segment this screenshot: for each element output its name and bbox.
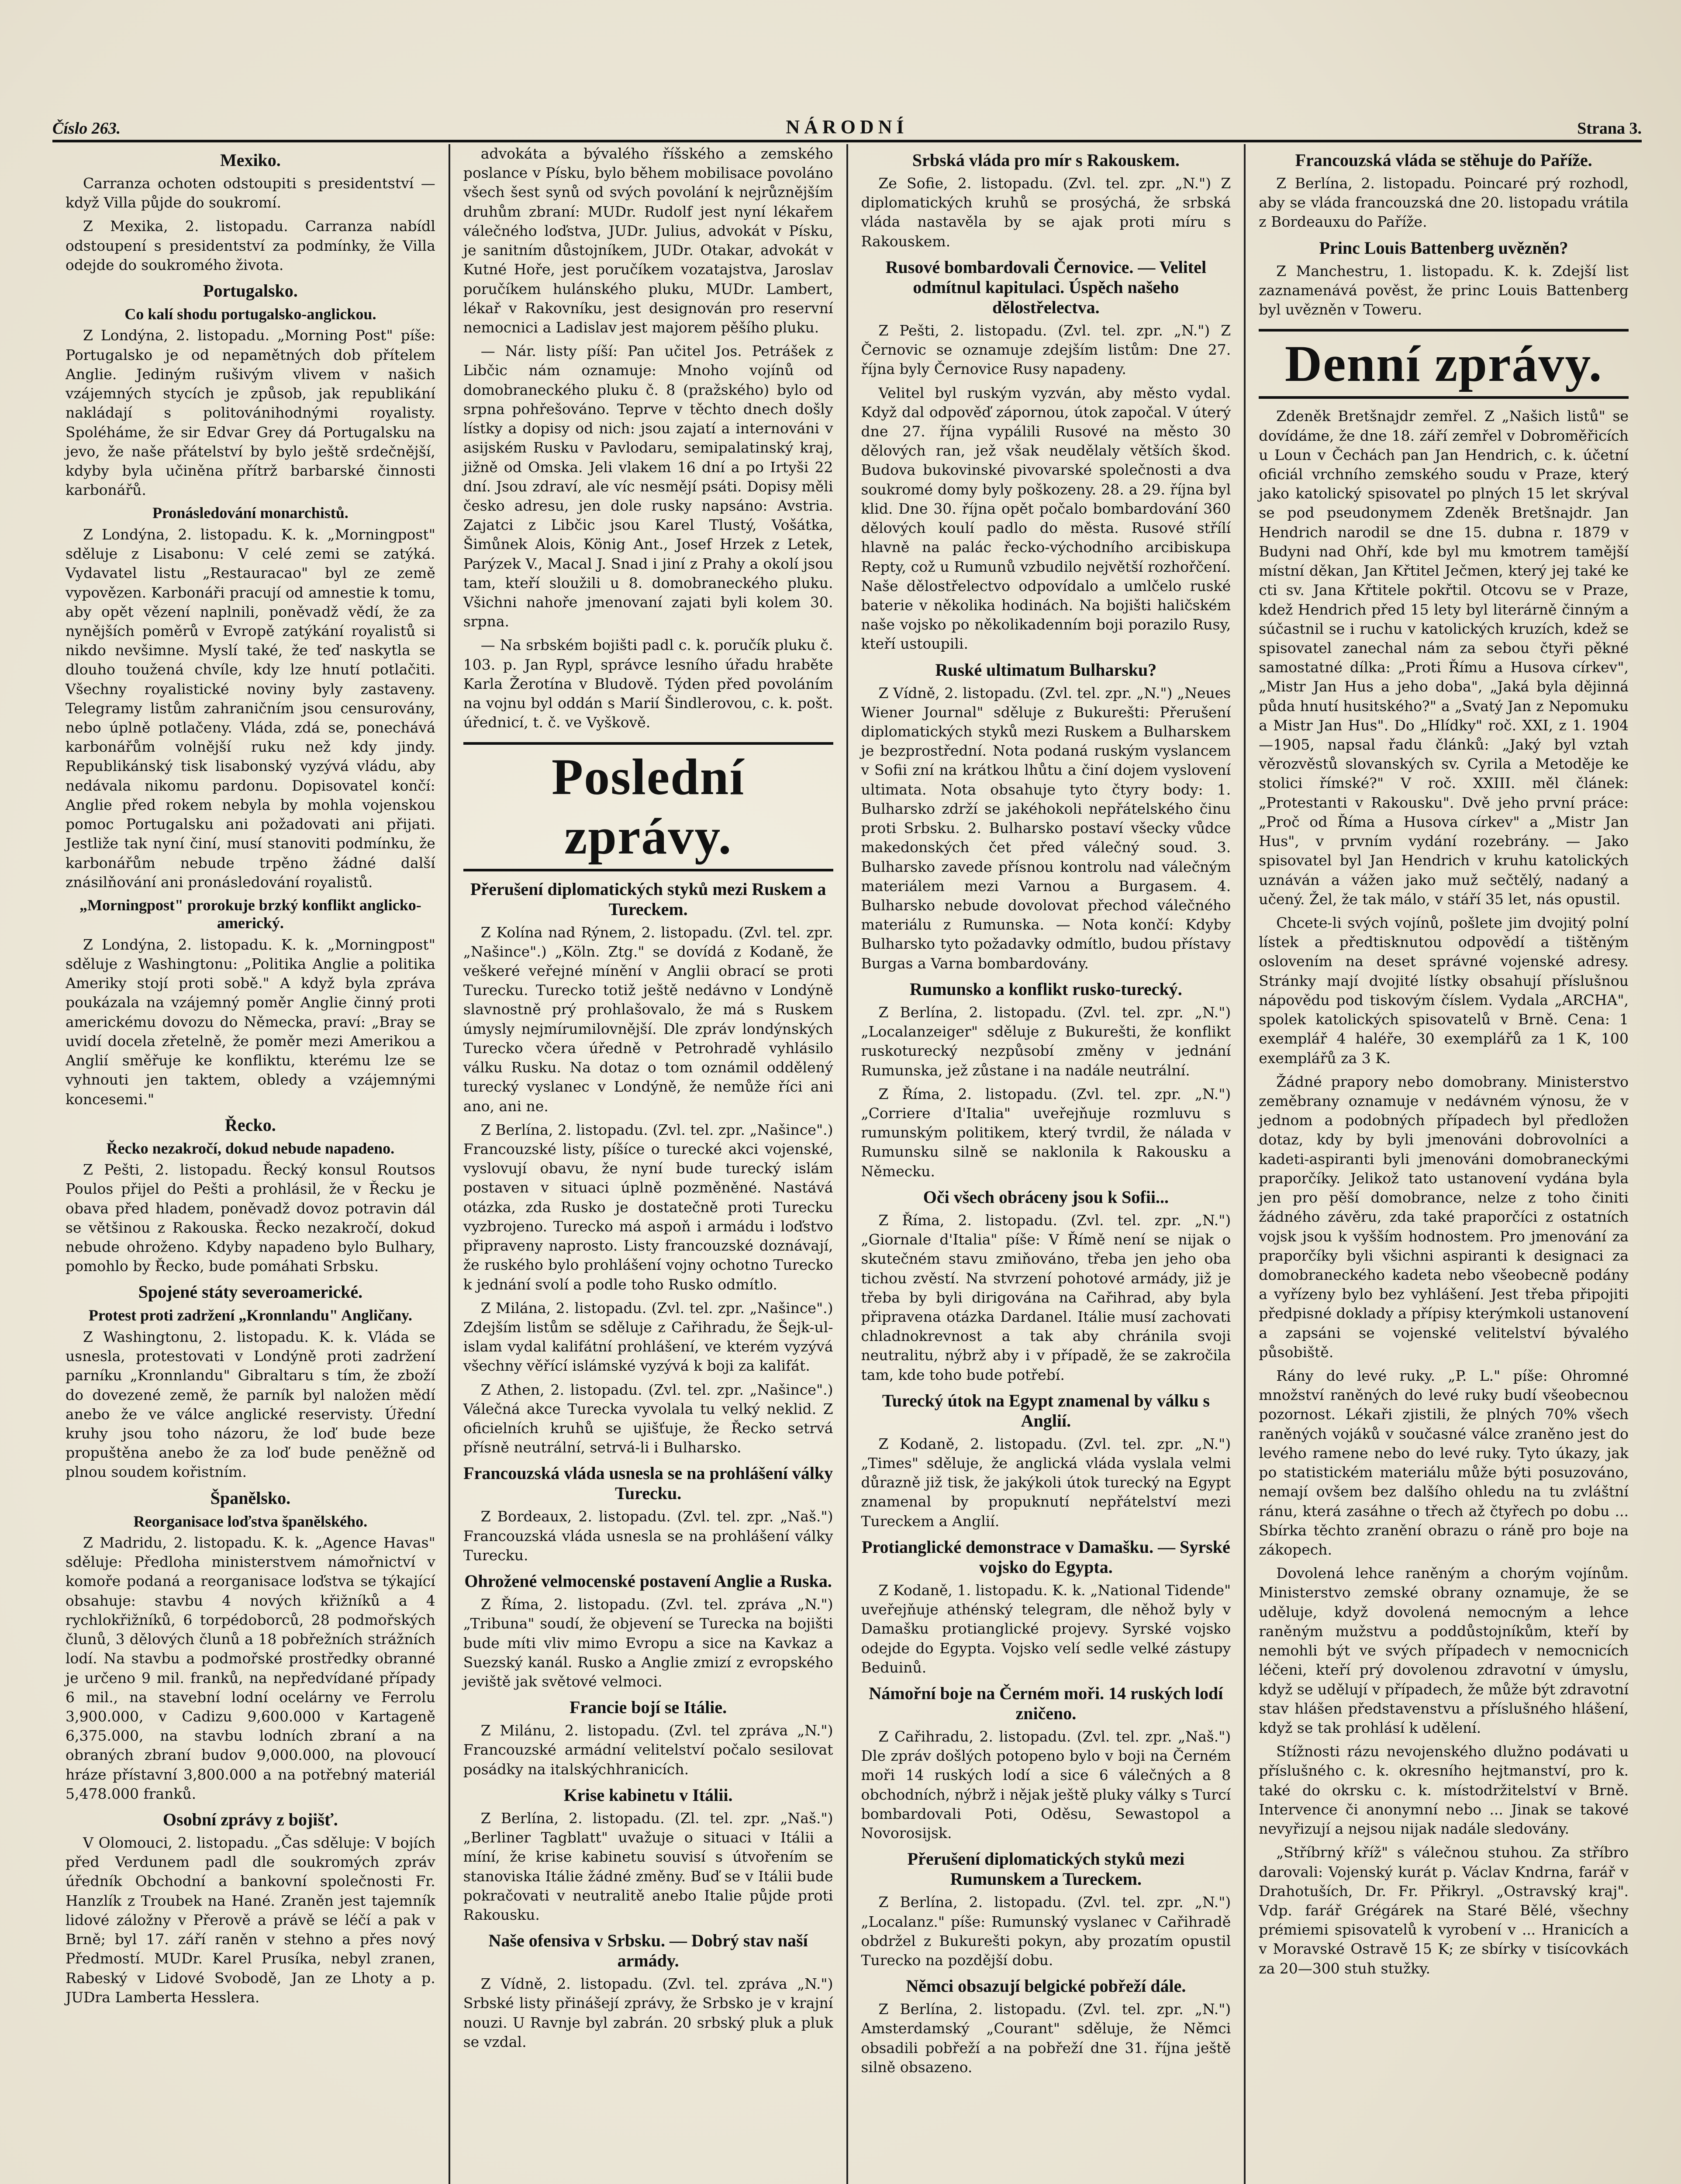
article-paragraph: Z Vídně, 2. listopadu. (Zvl. tel. zpr. „N.") „Neues Wiener Journal" sděluje z Bukurešti: Přerušení diplomatických styků mezi Ruskem a Bulharskem je bezprostřední. Nota podaná ruským vyslancem v Sofii zní na krátkou lhůtu a činí dojem vyslovení ultimata. Nota obsahuje tyto čtyry body: 1. Bulharsko zdrží se jakéhokoli nepřátelského činu proti Srbsku. 2. Bulharsko postaví všecky vůdce makedonských čet před válečný soud. 3. Bulharsko zavede přísnou kontrolu nad válečným materiálem mezi Varnou a Burgasem. 4. Bulharsko nebude dovolovat přechod válečného materiálu z Rumunska. — Nota končí: Kdyby Bulharsko tyto požadavky odmítlo, budou přístavy Burgas a Varna bombardovány. [861, 684, 1231, 972]
article-paragraph: Z Manchestru, 1. listopadu. K. k. Zdejší list zaznamenává pověst, že princ Louis Battenberg byl uvězněn v Toweru. [1259, 262, 1629, 318]
newspaper-title: NÁRODNÍ [786, 116, 908, 138]
article-paragraph: Velitel byl ruským vyzván, aby město vydal. Když dal odpověď zápornou, útok započal. V úterý dne 27. října vypálili Rusové na město 30 dělových ran, jež však neudělaly větších škod. Budova bukovinské pivovarské společnosti a dva soukromé domy byly poškozeny. 28. a 29. října byl klid. Dne 30. října opět počalo bombardování 360 dělových koulí padlo do města. Rusové střílí hlavně na palác řecko-východního arcibiskupa Repty, což u Rumunů vzbudilo největší rozhořčení. Naše dělostřelectvo odpovídalo a umlčelo ruské baterie v několika hodinách. Na bojišti haličském naše vojsko po několikadenním boji porazilo Rusy, kteří ustoupili. [861, 384, 1231, 653]
article-paragraph: Stížnosti rázu nevojenského dlužno podávati u příslušného c. k. okresního hejtmanství, pro k. také do okrsku c. k. místodržitelství v Brně. Intervence či anonymní nebo ... Jinak se takové nevyřizují a nejsou nijak nadále sledovány. [1259, 1743, 1629, 1838]
article-paragraph: „Stříbrný kříž" s válečnou stuhou. Za stříbro darovali: Vojenský kurát p. Václav Kndrna, farář v Drahotuších, Dr. Fr. Přikryl. „Ostravský kraj". Vdp. farář Grégárek na Staré Bělé, všechny prémiemi spisovatelů k vyrobení v ... Hranicích a v Moravské Ostravě 15 K; ze sbírky v tisícovkách za 20—300 stuh stužky. [1259, 1844, 1629, 1977]
article-paragraph: Z Berlína, 2. listopadu. Poincaré prý rozhodl, aby se vláda francouzská dne 20. listopadu vrátila z Bordeauxu do Paříže. [1259, 175, 1629, 231]
article-headline: Francie bojí se Itálie. [570, 1697, 727, 1717]
article-paragraph: Rány do levé ruky. „P. L." píše: Ohromné množství raněných do levé ruky budí všeobecnou pozornost. Lékaři zjistili, že plných 70% všech raněných vojáků v současné válce zraněno jest do levého ramene nebo do levé ruky. Tyto úkazy, jak po statistickém materiálu může býti posuzováno, nemají ovšem bez dalšího ohledu na tu zvláštní ránu, která zasáhne o třech až čtyřech po dobu ... Sbírka těchto zranění obrazu o ráně pro boje na zákopech. [1259, 1367, 1629, 1558]
column-1 [52, 144, 450, 2184]
article-paragraph: Z Madridu, 2. listopadu. K. k. „Agence Havas" sděluje: Předloha ministerstvem námořnictví v komoře podaná a reorganisace loďstva se týkající obsahuje: stavbu 4 nových křižníků a 4 rychlokřižníků, 6 torpédoborců, 28 podmořských člunů, 3 dělových člunů a 18 pobřežních strážních lodí. Na stavbu a podmořské prostředky obranné je určeno 9 mil. franků, na nepředvídané případy 6 mil., na stavební lodní ocelárny ve Ferrolu 3,900.000, v Cadizu 9,600.000 v Kartageně 6,375.000, na stavbu lodních zbraní a na obraných zbraní budov 9,000.000, na plovoucí hráze přístavní 3,800.000 a na potřebný materiál 5,478.000 franků. [66, 1534, 435, 1802]
section-banner: Denní zprávy. [1259, 329, 1629, 399]
running-head [52, 109, 1642, 142]
article-paragraph: — Na srbském bojišti padl c. k. poručík pluku č. 103. p. Jan Rypl, správce lesního úřadu hraběte Karla Žerotína v Bludově. Týden před povoláním na vojnu byl oddán s Marií Šindlerovou, c. k. pošt. úřednicí, t. č. ve Vyškově. [463, 636, 833, 731]
article-headline: Ruské ultimatum Bulharsku? [935, 660, 1157, 680]
article-headline: Přerušení diplomatických styků mezi Ruskem a Tureckem. [470, 879, 826, 919]
article-paragraph: Zdeněk Bretšnajdr zemřel. Z „Našich listů" se dovídáme, že dne 18. září zemřel v Dobroměřicích u Loun v Čechách pan Jan Hendrich, c. k. účetní oficiál vrchního zemského soudu v Praze, který jako katolický spisovatel po plných 15 let skrýval se pod pseudonymem Zdeněk Bretšnajdr. Jan Hendrich narodil se dne 15. dubna r. 1879 v Budyni nad Ohří, kde byl mu kmotrem tamější místní děkan, Jan Křtitel Ječmen, který jej také ke cti sv. Jana Křtitele pokřtil. Otcovu se v Praze, kdež Hendrich před 15 lety byl literárně činným a súčastnil se i ruchu v katolických kruzích, kdež se spisovatel zanechal nám za sebou čtyři pěkné samostatné dílka: „Proti Římu a Husova církev", „Mistr Jan Hus a jeho doba", „Jaká byla dějinná půda hnutí husitského?" a „Svatý Jan z Nepomuku a Mistr Jan Hus". Do „Hlídky" roč. XXI, z 1. 1904—1905, napsal řadu článků: „Jaký byl vztah věrozvěstů slovanských sv. Cyrila a Metoděje ke stolici římské?" V roč. XXIII. měl článek: „Protestanti v Rakousku". Dvě jeho první práce: „Proč od Říma a Husova církev" a „Mistr Jan Hus", v prvním vydání rozebrány. — Jako spisovatel byl Jan Hendrich v kruhu katolických uznáván a vážen jako muž sečtělý, nadaný a učený. Žel, že tak málo, v stáří 35 let, nás opustil. [1259, 408, 1629, 908]
article-headline: Španělsko. [210, 1488, 291, 1508]
article-subheadline: „Morningpost" prorokuje brzký konflikt anglicko-americký. [79, 896, 421, 932]
article-paragraph: Z Pešti, 2. listopadu. Řecký konsul Routsos Poulos přijel do Pešti a prohlásil, že v Řecku je obava před hladem, poněvadž dovoz potravin dál se většinou z Rakouska. Řecko nezakročí, dokud nebude ohroženo. Kdyby napadeno bylo Bulhary, pomohlo by Řecko, bude pomáhati Srbsku. [66, 1161, 435, 1275]
article-paragraph: Carranza ochoten odstoupiti s presidentství — když Villa půjde do soukromí. [66, 175, 435, 211]
article-paragraph: Ze Sofie, 2. listopadu. (Zvl. tel. zpr. „N.") Z diplomatických kruhů se prosýchá, že srbská vláda nastavěla by se ajak proti míru s Rakouskem. [861, 175, 1231, 250]
article-paragraph: Z Athen, 2. listopadu. (Zvl. tel. zpr. „Našince".) Válečná akce Turecka vyvolala tu velký neklid. Z oficielních kruhů se ujišťuje, že Řecko setrvá přísně neutrální, setrvá-li i Bulharsko. [463, 1381, 833, 1456]
article-headline: Mexiko. [220, 150, 281, 170]
article-paragraph: Z Kolína nad Rýnem, 2. listopadu. (Zvl. tel. zpr. „Našince".) „Köln. Ztg." se dovídá z Kodaně, že veškeré veřejné mínění v Anglii obrací se proti Turecku. Turecko totiž ještě nedávno v Londýně slavnostně prý prohlašovalo, že má s Ruskem úmysly nejmírumilovnější. Dle zpráv londýnských Turecko včera úředně v Petrohradě vyhlásilo válku Rusku. Na dotaz o tom oznámil oddělený turecký vyslanec v Londýně, že nemůže říci ani ano, ani ne. [463, 923, 833, 1115]
article-paragraph: Z Říma, 2. listopadu. (Zvl. tel. zpr. „N.") „Corriere d'Italia" uveřejňuje rozmluvu s rumunským politikem, který tvrdil, že nálada v Rumunsku silně se naklonila k Rakousku a Německu. [861, 1085, 1231, 1180]
article-headline: Přerušení diplomatických styků mezi Rumunskem a Tureckem. [907, 1849, 1185, 1889]
article-headline: Portugalsko. [203, 281, 298, 301]
article-paragraph: V Olomouci, 2. listopadu. „Čas sděluje: V bojích před Verdunem padl dle soukromých zpráv úředník Obchodní a bankovní společnosti Fr. Hanzlík z Troubek na Hané. Zraněn jest tajemník lidové záložny v Přerově a právě se léčí a pak v Brně; byl 17. září raněn v stehno a přes nový Předmostí. MUDr. Karel Prusíka, nebyl zranen, Rabeský v Lidové Svobodě, Jan ze Lhoty a p. JUDra Lamberta Hesslera. [66, 1834, 435, 2006]
article-paragraph: Z Berlína, 2. listopadu. (Zl. tel. zpr. „Naš.") „Berliner Tagblatt" uvažuje o situaci v Itálii a míní, že krise kabinetu souvisí s útvořením se stanoviska Itálie žádné změny. Buď se v Itálii bude pokračovati v neutralitě anebo Italie půjde proti Rakousku. [463, 1809, 833, 1923]
article-headline: Oči všech obráceny jsou k Sofii... [923, 1187, 1169, 1207]
article-paragraph: Chcete-li svých vojínů, pošlete jim dvojitý polní lístek a předtisknutou odpovědí a tištěným oslovením na deset správné vojenské adresy. Stránky mají dvojité lístky obsahují příslušnou nápovědu pod tiskovým číslem. Vydala „ARCHA", spolek katolických spisovatelů v Brně. Cena: 1 exemplář 4 haléře, 30 exemplářů za 1 K, 100 exemplářů za 3 K. [1259, 914, 1629, 1067]
article-paragraph: Z Pešti, 2. listopadu. (Zvl. tel. zpr. „N.") Z Černovic se oznamuje zdejším listům: Dne 27. října byly Černovice Rusy napadeny. [861, 321, 1231, 378]
article-subheadline: Co kalí shodu portugalsko-anglickou. [124, 305, 376, 323]
article-paragraph: Z Vídně, 2. listopadu. (Zvl. tel. zpráva „N.") Srbské listy přinášejí zprávy, že Srbsko je v krajní nouzi. U Ravnje byl zabrán. 20 srbský pluk a pluk se vzdal. [463, 1975, 833, 2050]
issue-number: Číslo 263. [52, 119, 121, 138]
article-paragraph: Z Berlína, 2. listopadu. (Zvl. tel. zpr. „Našince".) Francouzské listy, píšíce o turecké akci vojenské, vyslovují obavu, že nyní bude turecký islám postaven v situaci úplně pozměněné. Nastává otázka, zda Rusko je dostatečně proti Turecku vyzbrojeno. Turecko má aspoň i armádu i loďstvo připraveny naprosto. Listy francouzské doznávají, že ruského bylo prohlášení vojny ochotno Turecko k jednání svolí a podle toho Rusko odmítlo. [463, 1121, 833, 1293]
article-paragraph: Žádné prapory nebo domobrany. Ministerstvo zeměbrany oznamuje v nedávném výnosu, že v jednom a podobných případech byl předložen dotaz, kdy by byli jmenováni dobrovolníci a kadeti-aspiranti byli jmenováni domobraneckými praporčíky. Jelikož tato ustanovení vydána byla jen pro pěší domobrance, nelze z toho činiti žádného závěru, zda také praporčíci z ostatních vojsk jsou k vyšším hodnostem. Pro jmenování za praporčíky byli všichni aspiranti k designaci za domobraneckého kadeta nebo všeobecně podány a vyřízeny bylo bez vyhlášení. Jest třeba připojiti předpisné doklady a přípisy kterýmkoli ustanovení a zapsáni se vojenské velitelství bývalého působiště. [1259, 1073, 1629, 1361]
article-paragraph: Z Londýna, 2. listopadu. „Morning Post" píše: Portugalsko je od nepamětných dob přítelem Anglie. Jediným rušivým vlivem v našich vzájemných stycích je způsob, jak republikání nakládají s politovánihodnými royalisty. Spoléháme, že sir Edvar Grey dá Portugalsku na jevo, že naše přátelství by bylo ještě srdečnější, kdyby byla učiněna přítrž barbarské činnosti karbonářů. [66, 327, 435, 499]
article-subheadline: Protest proti zadržení „Kronnlandu" Angličany. [88, 1306, 412, 1324]
article-headline: Turecký útok na Egypt znamenal by válku s Anglií. [882, 1390, 1210, 1431]
article-headline: Ohrožené velmocenské postavení Anglie a Ruska. [464, 1571, 832, 1591]
article-headline: Srbská vláda pro mír s Rakouskem. [912, 150, 1180, 170]
article-paragraph: Z Cařihradu, 2. listopadu. (Zvl. tel. zpr. „Naš.") Dle zpráv došlých potopeno bylo v boji na Černém moři 14 ruských lodí a sice 6 válečných a 8 obchodních, nýbrž i nějak ještě pluky války s Turcí bombardovali Poti, Oděsu, Sewastopol a Novorosijsk. [861, 1728, 1231, 1842]
column-2 [450, 144, 848, 2184]
article-headline: Spojené státy severoamerické. [138, 1282, 363, 1302]
article-paragraph: Dovolená lehce raněným a chorým vojínům. Ministerstvo zemské obrany oznamuje, že se uděluje, když dovolená nemocným a lehce raněným mužstvu a poddůstojníkům, kteří by nemohli být ve svých případech v nemocnicích léčeni, kteří prý dovolenou zdravotní v úmyslu, když se udělují v případech, že může být zdravotní stav hlášen představenstvu a příslušného hlášení, když se tak prohlásí k udělení. [1259, 1565, 1629, 1736]
article-headline: Naše ofensiva v Srbsku. — Dobrý stav naší armády. [488, 1931, 808, 1971]
article-paragraph: Z Berlína, 2. listopadu. (Zvl. tel. zpr. „N.") „Localanzeiger" sděluje z Bukurešti, že konflikt ruskoturecký nezpůsobí změny v jednání Rumunska, jež zůstane i na nadále neutrální. [861, 1003, 1231, 1079]
article-subheadline: Reorganisace loďstva španělského. [133, 1512, 368, 1530]
page-number: Strana 3. [1577, 119, 1642, 138]
article-headline: Rusové bombardovali Černovice. — Velitel odmítnul kapitulaci. Úspěch našeho dělostřelectva. [885, 257, 1207, 317]
article-paragraph: Z Londýna, 2. listopadu. K. k. „Morningpost" sděluje z Washingtonu: „Politika Anglie a politika Ameriky stojí proti sobě." A když byla zpráva poukázala na vzájemný poměr Anglie činný proti americkému dovozu do Německa, praví: „Bray se uvidí docela zřetelně, že poměr mezi Amerikou a Anglií směřuje ke konfliktu, kterému lze se vyhnouti jen taktem, obledy a vzájemnými koncesemi." [66, 936, 435, 1108]
article-paragraph: advokáta a bývalého říšského a zemského poslance v Písku, bylo během mobilisace povoláno všech šest synů od svých povolání k nejrůznějším druhům zbraní: MUDr. Rudolf jest nyní lékařem válečného loďstva, JUDr. Julius, advokát v Písku, je sanitním důstojníkem, JUDr. Otakar, advokát v Kutné Hoře, jest poručíkem vozatajstva, Jaroslav poručíkem hulánského pluku, MUDr. Lambert, lékař v Rakovníku, jest designován pro reservní nemocnici a Ladislav jest majorem pěšího pluku. [463, 145, 833, 336]
article-paragraph: — Nár. listy píší: Pan učitel Jos. Petrášek z Libčic nám oznamuje: Mnoho vojínů od domobraneckého pluku č. 8 (pražského) bylo od srpna pohřešováno. Teprve v těchto dnech došly lístky a dopisy od nich: jsou zajatí a internováni v asijském Rusku v Pavlodaru, semipalatinský kraj, jižně od Omska. Jeli vlakem 16 dní a po Irtyši 22 dní. Jsou zdraví, ale víc nesmějí psáti. Dopisy měli česko adresu, jen dole rusky napsáno: Avstria. Zajatci z Libčic jsou Karel Tlustý, Vošátka, Šimůnek Alois, König Ant., Josef Hrzek z Letek, Parýzek V., Macal J. Snad i jiní z Prahy a okolí jsou tam, kteří sloužili u 8. domobraneckého pluku. Všichni nahoře jmenovaní zajati byli kolem 30. srpna. [463, 342, 833, 630]
article-paragraph: Z Kodaně, 1. listopadu. K. k. „National Tidende" uveřejňuje athénský telegram, dle něhož byly v Damašku protianglické projevy. Syrské vojsko odejde do Egypta. Vojsko velí sedle velké zástupy Beduinů. [861, 1581, 1231, 1676]
article-paragraph: Z Milána, 2. listopadu. (Zvl. tel. zpr. „Našince".) Zdejším listům se sděluje z Cařihradu, že Šejk-ul-islam vydal kalifátní prohlášení, ve kterém vyzývá všechny věřící islámské vyzývá k boji za kalifát. [463, 1299, 833, 1375]
article-paragraph: Z Milánu, 2. listopadu. (Zvl. tel zpráva „N.") Francouzské armádní velitelství počalo sesilovat posádky na italskýchhranicích. [463, 1722, 833, 1778]
article-paragraph: Z Berlína, 2. listopadu. (Zvl. tel. zpr. „N.") Amsterdamský „Courant" sděluje, že Němci obsadili pobřeží a na pobřeží dne 31. října ještě silně obsazeno. [861, 2001, 1231, 2076]
article-paragraph: Z Washingtonu, 2. listopadu. K. k. Vláda se usnesla, protestovati v Londýně proti zadržení parníku „Kronnlandu" Gibraltaru s tím, že zboží do dovezené země, že parník byl naložen mědí anebo že ve válce anglické reservisty. Úřední kruhy jsou toho názoru, že loď bude beze propuštěna anebo že za loď bude peněžně od plnou soudem kořistním. [66, 1328, 435, 1481]
article-headline: Francouzská vláda se stěhuje do Paříže. [1295, 150, 1592, 170]
article-subheadline: Řecko nezakročí, dokud nebude napadeno. [106, 1139, 395, 1157]
article-headline: Protianglické demonstrace v Damašku. — Syrské vojsko do Egypta. [862, 1537, 1230, 1577]
article-paragraph: Z Londýna, 2. listopadu. K. k. „Morningpost" sděluje z Lisabonu: V celé zemi se zatýká. Vydavatel listu „Restauracao" byl ze země vypovězen. Karbonáři pracují od amnestie k tomu, aby opět vězení naplnili, poněvadž vědí, že za nynějších poměrů v Evropě zatýkání royalistů si nikdo nevšimne. Myslí také, že teď naskytla se dlouho toužená chvíle, kdy lze hnutí potlačiti. Všechny royalistické noviny byly zastaveny. Telegramy listům zahraničním jsou censurovány, nebo úplně potlačeny. Vláda, zdá se, ponechává karbonářům volnější ruku než kdy jindy. Republikánský tisk lisabonský vyzývá vládu, aby nedávala nikomu pardonu. Dopisovatel končí: Anglie před rokem nebyla by mohla vojenskou pomoc Portugalsku ani požadovati ani přijati. Jestliže tak nyní činí, musí stanoviti podmínku, že karbonářům nebude trpěno žádné další znásilňování ani pronásledování royalistů. [66, 525, 435, 891]
section-banner: Poslední zprávy. [463, 742, 833, 871]
article-headline: Krise kabinetu v Itálii. [563, 1785, 733, 1805]
article-headline: Námořní boje na Černém moři. 14 ruských lodí zničeno. [869, 1683, 1223, 1723]
article-paragraph: Z Říma, 2. listopadu. (Zvl. tel. zpráva „N.") „Tribuna" soudí, že objevení se Turecka na bojišti bude míti vliv mimo Evropu a sice na Kavkaz a Suezský kanál. Rusko a Anglie zmizí z evropského jeviště jak světové velmoci. [463, 1596, 833, 1690]
article-paragraph: Z Bordeaux, 2. listopadu. (Zvl. tel. zpr. „Naš.") Francouzská vláda usnesla se na prohlášení války Turecku. [463, 1508, 833, 1564]
article-paragraph: Z Mexika, 2. listopadu. Carranza nabídl odstoupení s presidentství za podmínky, že Villa odejde do soukromého života. [66, 218, 435, 273]
article-paragraph: Z Kodaně, 2. listopadu. (Zvl. tel. zpr. „N.") „Times" sděluje, že anglická vláda vyslala velmi důrazně již tisk, že jakýkoli útok turecký na Egypt znamenal by propuknutí nepřátelství mezi Tureckem a Anglií. [861, 1435, 1231, 1530]
article-headline: Osobní zprávy z bojišť. [162, 1810, 338, 1830]
article-paragraph: Z Berlína, 2. listopadu. (Zvl. tel. zpr. „N.") „Localanz." píše: Rumunský vyslanec v Cařihradě obdržel z Bukurešti pokyn, aby prozatím opustil Turecko na pozdější dobu. [861, 1894, 1231, 1969]
column-4 [1246, 144, 1642, 2184]
article-headline: Řecko. [225, 1115, 276, 1135]
article-paragraph: Z Říma, 2. listopadu. (Zvl. tel. zpr. „N.") „Giornale d'Italia" píše: V Římě není se nijak o skutečném stavu zmiňováno, třeba jen jeho oba tichou zvěstí. Na stvrzení pohotové armády, již je třeba by byli dirigována na Cařihrad, aby byla připravena otázka Dardanel. Itálie musí zachovati chladnokrevnost a tak aby chránila svoji neutralitu, nýbrž aby i v případě, že se zakročila tam, kde toho bude potřebí. [861, 1211, 1231, 1383]
article-headline: Princ Louis Battenberg uvězněn? [1319, 238, 1568, 258]
article-subheadline: Pronásledování monarchistů. [152, 504, 349, 522]
column-3 [848, 144, 1246, 2184]
article-headline: Francouzská vláda usnesla se na prohlášení války Turecku. [463, 1463, 833, 1503]
article-columns [52, 144, 1642, 2184]
article-headline: Němci obsazují belgické pobřeží dále. [906, 1976, 1186, 1996]
article-headline: Rumunsko a konflikt rusko-turecký. [909, 979, 1182, 999]
